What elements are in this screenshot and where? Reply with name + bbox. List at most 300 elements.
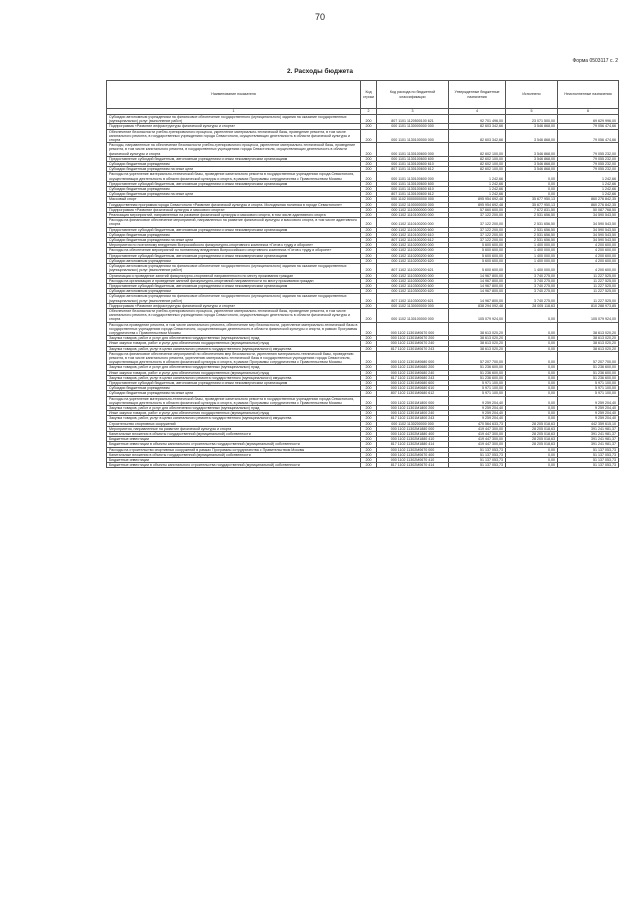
row-approved: 838 294 092,48 <box>449 303 506 308</box>
row-remain: 860 276 842,35 <box>558 202 619 207</box>
row-code: 200 <box>361 129 377 143</box>
column-number: 4 <box>449 109 506 115</box>
row-approved: 51 137 053,73 <box>449 447 506 452</box>
row-code: 200 <box>361 213 377 218</box>
row-executed: 0,00 <box>506 346 558 351</box>
row-kbk: 000 1102 11301М0670 200 <box>377 336 449 341</box>
row-remain: 38 613 020,20 <box>558 346 619 351</box>
row-name: Предоставление субсидий бюджетным, автономным учреждениям и иным некоммерческим организациям <box>107 227 361 232</box>
row-name: Расходы на укрепление материально-технической базы, проведение капитального ремонта в государственных учреждениях города Севастополя, осуществляющих деятельность в области физической культуры и спорта, в рамках Программы сотрудничества с Правительством Москвы <box>107 396 361 405</box>
row-kbk: 000 1102 11301М1800 200 <box>377 405 449 410</box>
table-row <box>107 322 619 336</box>
row-name: Субсидии автономным учреждениям <box>107 289 361 294</box>
row-remain: 51 236 600,00 <box>558 365 619 370</box>
row-kbk: 000 1102 1110200200 620 <box>377 258 449 263</box>
row-remain: 4 200 600,00 <box>558 264 619 273</box>
row-kbk: 000 1102 11302М0670 000 <box>377 447 449 452</box>
row-executed: 2 531 656,50 <box>506 227 558 232</box>
row-name: Мероприятия, направленные на развитие физической культуры и спорта <box>107 426 361 431</box>
row-kbk: 000 1101 1130100600 610 <box>377 162 449 167</box>
row-name: Предоставление субсидий бюджетным, автономным учреждениям и иным некоммерческим организациям <box>107 181 361 186</box>
row-approved: 51 137 053,73 <box>449 452 506 457</box>
row-executed: 0,00 <box>506 351 558 365</box>
row-remain: 51 236 600,00 <box>558 370 619 375</box>
row-approved: 5 600 600,00 <box>449 253 506 258</box>
row-remain: 1 242,66 <box>558 192 619 197</box>
row-name: Реализация мероприятий, направленных на развитие физической культуры и массового спорта, в том числе адаптивного спорта <box>107 213 361 218</box>
row-approved: 37 122 200,00 <box>449 232 506 237</box>
row-executed: 0,00 <box>506 463 558 468</box>
row-remain: 810 288 973,85 <box>558 303 619 308</box>
row-approved: 38 613 020,20 <box>449 346 506 351</box>
row-remain: 1 242,66 <box>558 181 619 186</box>
row-kbk: 000 1102 0000000000 000 <box>377 197 449 202</box>
row-kbk: 000 1102 11301М0670 000 <box>377 322 449 336</box>
row-executed: 0,00 <box>506 396 558 405</box>
table-row <box>107 294 619 303</box>
row-kbk: 000 1102 11301М0680 240 <box>377 370 449 375</box>
row-name: Предоставление субсидий бюджетным, автономным учреждениям и иным некоммерческим организациям <box>107 380 361 385</box>
page-number: 70 <box>314 12 325 22</box>
row-code: 200 <box>361 264 377 273</box>
table-row <box>107 463 619 468</box>
row-code: 200 <box>361 232 377 237</box>
table-row <box>107 351 619 365</box>
row-kbk: 000 1102 1130100000 000 <box>377 308 449 322</box>
row-code: 200 <box>361 442 377 447</box>
row-name: Расходы на обеспечение мероприятий по поэтапному внедрению Всероссийского спортивного комплекса «Готов к труду и обороне» <box>107 248 361 253</box>
row-kbk: 000 1101 1130100600 610 <box>377 187 449 192</box>
row-kbk: 000 1102 11302М1880 410 <box>377 437 449 442</box>
row-name: Субсидии автономным учреждениям на финансовое обеспечение государственного (муниципального) задания на оказание государственных (муниципальных) услуг (выполнение работ) <box>107 115 361 124</box>
row-approved: 5 971 100,00 <box>449 380 506 385</box>
row-executed: 7 672 831,50 <box>506 207 558 212</box>
row-name: Капитальные вложения в объекты государственной (муниципальной) собственности <box>107 432 361 437</box>
row-name: Бюджетные инвестиции <box>107 458 361 463</box>
row-kbk: 000 1102 1110100200 000 <box>377 218 449 227</box>
row-code: 200 <box>361 273 377 278</box>
row-code: 200 <box>361 308 377 322</box>
row-approved: 5 600 600,00 <box>449 258 506 263</box>
row-name: Закупка товаров, работ, услуг в целях капитального ремонта государственного (муниципального) имущества <box>107 375 361 380</box>
column-number: 1 <box>107 109 361 115</box>
row-name: Организация и проведение занятий физкультурно-спортивной направленности по месту проживания граждан <box>107 273 361 278</box>
row-name: Предоставление субсидий бюджетным, автономным учреждениям и иным некоммерческим организациям <box>107 253 361 258</box>
row-name: Строительство спортивных сооружений <box>107 421 361 426</box>
row-kbk: 000 1102 11301М0680 610 <box>377 386 449 391</box>
row-approved: 419 447 300,00 <box>449 437 506 442</box>
row-name: Субсидии бюджетным учреждениям на иные цели <box>107 167 361 172</box>
row-kbk: 000 1102 11301М0680 000 <box>377 351 449 365</box>
row-code: 200 <box>361 181 377 186</box>
row-name: Предоставление субсидий бюджетным, автономным учреждениям и иным некоммерческим организациям <box>107 156 361 161</box>
row-kbk: 000 1102 11301М1800 240 <box>377 411 449 416</box>
row-code: 200 <box>361 253 377 258</box>
row-kbk: 000 1102 11302М1880 400 <box>377 432 449 437</box>
row-approved: 92 701 496,00 <box>449 115 506 124</box>
row-executed: 3 740 275,00 <box>506 278 558 283</box>
row-kbk: 807 1102 1110200200 621 <box>377 264 449 273</box>
row-code: 200 <box>361 238 377 243</box>
row-executed: 3 740 275,00 <box>506 283 558 288</box>
header-code: Код строки <box>361 81 377 109</box>
row-code: 200 <box>361 452 377 457</box>
row-executed: 2 531 656,50 <box>506 238 558 243</box>
row-remain: 1 242,66 <box>558 187 619 192</box>
table-body <box>107 115 619 468</box>
row-remain: 1 242,66 <box>558 172 619 181</box>
row-remain: 391 241 981,37 <box>558 432 619 437</box>
table-row <box>107 218 619 227</box>
row-name: Расходы на организацию и проведение занятий физкультурно-спортивной направленности по месту проживания граждан <box>107 278 361 283</box>
row-approved: 51 236 600,00 <box>449 365 506 370</box>
row-approved: 9 259 204,40 <box>449 416 506 421</box>
row-executed: 0,00 <box>506 336 558 341</box>
row-remain: 391 241 981,37 <box>558 437 619 442</box>
row-remain: 442 359 615,10 <box>558 421 619 426</box>
row-kbk: 000 1102 11301М0680 200 <box>377 365 449 370</box>
row-name: Субсидии бюджетным учреждениям <box>107 162 361 167</box>
row-name: Субсидии бюджетным учреждениям на иные цели <box>107 238 361 243</box>
row-kbk: 000 1102 1110000000 000 <box>377 207 449 212</box>
row-approved: 1 242,66 <box>449 181 506 186</box>
row-approved: 1 242,66 <box>449 192 506 197</box>
row-remain: 105 079 924,00 <box>558 308 619 322</box>
row-executed: 1 400 000,00 <box>506 248 558 253</box>
row-kbk: 000 1102 11302М0670 410 <box>377 458 449 463</box>
row-approved: 51 137 053,73 <box>449 463 506 468</box>
row-kbk: 817 1102 11301М1800 243 <box>377 416 449 421</box>
row-code: 200 <box>361 396 377 405</box>
row-kbk: 817 1102 11302М0670 414 <box>377 463 449 468</box>
row-name: Подпрограмма «Развитие инфраструктуры физической культуры и спорта» <box>107 124 361 129</box>
row-name: Субсидии бюджетным учреждениям <box>107 232 361 237</box>
row-name: Государственная программа города Севастополя «Развитие физической культуры и спорта. Молодежная политика в городе Севастополе» <box>107 202 361 207</box>
table-row <box>107 143 619 157</box>
row-executed: 1 400 000,00 <box>506 264 558 273</box>
header-row <box>107 81 619 109</box>
row-approved: 38 613 020,20 <box>449 336 506 341</box>
row-executed: 3 740 275,00 <box>506 294 558 303</box>
header-approved: Утвержденные бюджетные назначения <box>449 81 506 109</box>
row-code: 200 <box>361 197 377 202</box>
row-kbk: 807 1102 11301М0680 612 <box>377 391 449 396</box>
row-executed: 0,00 <box>506 452 558 457</box>
row-approved: 5 971 100,00 <box>449 386 506 391</box>
row-approved: 82 603 342,66 <box>449 124 506 129</box>
row-name: Расходы на финансовое обеспечение мероприятий, направленных на развитие физической культуры и массового спорта, в том числе адаптивного спорта <box>107 218 361 227</box>
row-remain: 38 613 020,20 <box>558 336 619 341</box>
row-approved: 5 600 600,00 <box>449 243 506 248</box>
row-executed: 3 546 868,00 <box>506 143 558 157</box>
row-executed: 28 205 018,63 <box>506 426 558 431</box>
row-approved: 82 603 342,66 <box>449 129 506 143</box>
row-name: Мероприятия по поэтапному внедрению Всероссийского физкультурно-спортивного комплекса «Готов к труду и обороне» <box>107 243 361 248</box>
row-executed: 1 400 000,00 <box>506 253 558 258</box>
row-executed: 1 400 000,00 <box>506 258 558 263</box>
row-executed: 0,00 <box>506 386 558 391</box>
row-approved: 5 600 600,00 <box>449 264 506 273</box>
row-kbk: 000 1101 1130000000 000 <box>377 124 449 129</box>
row-code: 200 <box>361 405 377 410</box>
row-kbk: 000 1102 11302М0670 400 <box>377 452 449 457</box>
row-kbk: 817 1102 11301М0680 243 <box>377 375 449 380</box>
row-remain: 9 259 204,40 <box>558 405 619 410</box>
row-remain: 391 241 981,37 <box>558 426 619 431</box>
row-remain: 9 259 204,40 <box>558 411 619 416</box>
row-remain: 34 590 543,50 <box>558 238 619 243</box>
header-remain: Неисполненные назначения <box>558 81 619 109</box>
row-name: Субсидии бюджетным учреждениям <box>107 187 361 192</box>
header-name: Наименование показателя <box>107 81 361 109</box>
row-remain: 51 236 600,00 <box>558 375 619 380</box>
row-code: 200 <box>361 289 377 294</box>
header-kbk: Код расхода по бюджетной классификации <box>377 81 449 109</box>
row-executed: 2 531 656,50 <box>506 218 558 227</box>
row-kbk: 000 1102 1130000000 000 <box>377 303 449 308</box>
row-remain: 51 137 053,73 <box>558 452 619 457</box>
row-code: 200 <box>361 426 377 431</box>
row-approved: 9 259 204,40 <box>449 405 506 410</box>
row-code: 200 <box>361 346 377 351</box>
row-name: Субсидии бюджетным учреждениям на иные цели <box>107 192 361 197</box>
row-remain: 391 241 981,37 <box>558 442 619 447</box>
row-remain: 57 207 700,00 <box>558 351 619 365</box>
row-name: Субсидии бюджетным учреждениям на иные цели <box>107 391 361 396</box>
row-name: Иные закупки товаров, работ и услуг для обеспечения государственных (муниципальных) нужд <box>107 341 361 346</box>
row-remain: 4 200 600,00 <box>558 243 619 248</box>
row-name: Капитальные вложения в объекты государственной (муниципальной) собственности <box>107 452 361 457</box>
row-remain: 79 055 232,00 <box>558 162 619 167</box>
row-executed: 35 677 950,13 <box>506 197 558 202</box>
row-approved: 419 447 300,00 <box>449 432 506 437</box>
row-remain: 38 613 020,20 <box>558 341 619 346</box>
section-title: 2. Расходы бюджета <box>287 68 353 75</box>
row-approved: 37 122 200,00 <box>449 227 506 232</box>
table-row <box>107 396 619 405</box>
row-kbk: 000 1102 1110300200 000 <box>377 278 449 283</box>
row-name: Подпрограмма «Развитие инфраструктуры физической культуры и спорта» <box>107 303 361 308</box>
row-name: Расходы на укрепление материально-технической базы, проведение капитального ремонта в государственных учреждениях города Севастополя, осуществляющих деятельность в области физической культуры и спорта, в рамках Программы сотрудничества с Правительством Москвы <box>107 172 361 181</box>
row-code: 200 <box>361 115 377 124</box>
row-remain: 51 137 053,73 <box>558 463 619 468</box>
row-approved: 9 259 204,40 <box>449 396 506 405</box>
table-row <box>107 172 619 181</box>
row-code: 200 <box>361 207 377 212</box>
row-code: 200 <box>361 341 377 346</box>
row-approved: 82 602 100,00 <box>449 156 506 161</box>
row-remain: 9 259 204,40 <box>558 416 619 421</box>
row-code: 200 <box>361 375 377 380</box>
row-approved: 419 447 300,00 <box>449 442 506 447</box>
table-row <box>107 115 619 124</box>
row-executed: 0,00 <box>506 187 558 192</box>
row-code: 200 <box>361 192 377 197</box>
row-code: 200 <box>361 458 377 463</box>
row-remain: 51 137 053,73 <box>558 458 619 463</box>
row-name: Субсидии автономным учреждениям <box>107 258 361 263</box>
column-number: 6 <box>558 109 619 115</box>
row-executed: 0,00 <box>506 370 558 375</box>
row-kbk: 000 1102 11301М0670 240 <box>377 341 449 346</box>
row-approved: 37 122 200,00 <box>449 238 506 243</box>
row-code: 200 <box>361 294 377 303</box>
row-kbk: 807 1102 1110100200 612 <box>377 238 449 243</box>
row-code: 200 <box>361 463 377 468</box>
row-approved: 57 660 600,00 <box>449 207 506 212</box>
row-remain: 4 200 600,00 <box>558 258 619 263</box>
row-kbk: 000 1101 1130100600 600 <box>377 156 449 161</box>
row-kbk: 000 1102 1110300200 600 <box>377 283 449 288</box>
row-executed: 23 071 500,00 <box>506 115 558 124</box>
row-code: 200 <box>361 202 377 207</box>
row-approved: 38 613 020,20 <box>449 341 506 346</box>
row-approved: 5 600 600,00 <box>449 248 506 253</box>
row-executed: 0,00 <box>506 380 558 385</box>
row-executed: 0,00 <box>506 341 558 346</box>
row-executed: 0,00 <box>506 405 558 410</box>
row-kbk: 000 1102 1110100200 610 <box>377 232 449 237</box>
row-executed: 0,00 <box>506 192 558 197</box>
row-executed: 3 546 868,00 <box>506 167 558 172</box>
row-remain: 5 971 100,00 <box>558 386 619 391</box>
row-code: 200 <box>361 218 377 227</box>
row-executed: 0,00 <box>506 181 558 186</box>
expenditure-table <box>106 80 619 468</box>
row-approved: 51 236 600,00 <box>449 375 506 380</box>
row-executed: 2 531 656,50 <box>506 232 558 237</box>
row-remain: 4 200 600,00 <box>558 253 619 258</box>
row-remain: 5 971 100,00 <box>558 380 619 385</box>
row-code: 200 <box>361 283 377 288</box>
row-code: 200 <box>361 156 377 161</box>
row-remain: 51 137 053,73 <box>558 447 619 452</box>
row-code: 200 <box>361 187 377 192</box>
row-kbk: 000 1101 1130100000 000 <box>377 129 449 143</box>
row-name: Закупка товаров, работ и услуг для обеспечения государственных (муниципальных) нужд <box>107 405 361 410</box>
row-name: Обеспечение безопасности учебно-тренировочного процесса, укрепление материально-технической базы, проведение ремонта, в том числе капитального ремонта, в государственных учреждениях города Севастополя, осуществляющих деятельность в области физической культуры и спорта <box>107 308 361 322</box>
row-name: Закупка товаров, работ, услуг в целях капитального ремонта государственного (муниципального) имущества <box>107 346 361 351</box>
row-approved: 419 447 300,00 <box>449 426 506 431</box>
row-name: Иные закупки товаров, работ и услуг для обеспечения государственных (муниципальных) нужд <box>107 370 361 375</box>
row-name: Массовый спорт <box>107 197 361 202</box>
row-kbk: 000 1102 1100000000 000 <box>377 202 449 207</box>
row-kbk: 807 1102 1110300200 621 <box>377 294 449 303</box>
row-code: 200 <box>361 411 377 416</box>
row-remain: 4 200 600,00 <box>558 248 619 253</box>
row-name: Субсидии бюджетным учреждениям <box>107 386 361 391</box>
row-code: 200 <box>361 162 377 167</box>
row-approved: 82 602 100,00 <box>449 162 506 167</box>
row-kbk: 000 1102 1110100200 600 <box>377 227 449 232</box>
row-code: 200 <box>361 248 377 253</box>
row-kbk: 000 1102 11301М0680 600 <box>377 380 449 385</box>
row-code: 200 <box>361 258 377 263</box>
row-code: 200 <box>361 370 377 375</box>
row-approved: 82 602 100,00 <box>449 143 506 157</box>
row-name: Закупка товаров, работ и услуг для обеспечения государственных (муниципальных) нужд <box>107 365 361 370</box>
row-executed: 0,00 <box>506 416 558 421</box>
row-code: 200 <box>361 336 377 341</box>
form-code: Форма 0503117 с. 2 <box>572 58 618 64</box>
row-remain: 34 590 543,50 <box>558 213 619 218</box>
row-approved: 895 954 692,48 <box>449 197 506 202</box>
row-kbk: 000 1101 1130100600 600 <box>377 181 449 186</box>
row-kbk: 000 1102 11302М1880 000 <box>377 426 449 431</box>
row-remain: 79 056 474,66 <box>558 124 619 129</box>
row-executed: 0,00 <box>506 308 558 322</box>
row-name: Бюджетные инвестиции в объекты капитального строительства государственной (муниципальной) собственности <box>107 463 361 468</box>
row-name: Бюджетные инвестиции в объекты капитального строительства государственной (муниципальной) собственности <box>107 442 361 447</box>
row-executed: 28 205 018,63 <box>506 432 558 437</box>
row-name: Субсидии автономным учреждениям на финансовое обеспечение государственного (муниципального) задания на оказание государственных (муниципальных) услуг (выполнение работ) <box>107 294 361 303</box>
row-code: 200 <box>361 386 377 391</box>
row-code: 200 <box>361 416 377 421</box>
row-code: 200 <box>361 303 377 308</box>
row-approved: 1 242,66 <box>449 172 506 181</box>
row-name: Субсидии автономным учреждениям на финансовое обеспечение государственного (муниципального) задания на оказание государственных (муниципальных) услуг (выполнение работ) <box>107 264 361 273</box>
row-kbk: 000 1102 1130200000 000 <box>377 421 449 426</box>
row-executed: 0,00 <box>506 365 558 370</box>
row-executed: 3 740 275,00 <box>506 289 558 294</box>
row-kbk: 000 1102 1110200200 000 <box>377 248 449 253</box>
row-kbk: 000 1102 1110200000 000 <box>377 243 449 248</box>
row-executed: 3 546 868,00 <box>506 129 558 143</box>
row-name: Предоставление субсидий бюджетным, автономным учреждениям и иным некоммерческим организациям <box>107 283 361 288</box>
row-executed: 0,00 <box>506 375 558 380</box>
row-name: Бюджетные инвестиции <box>107 437 361 442</box>
row-name: Расходы, направленные на обеспечение безопасности учебно-тренировочного процесса, укрепление материально-технической базы, проведение ремонта, в том числе капитального ремонта, в государственных учреждениях города Севастополя, осуществляющих деятельность в области физической культуры и спорта <box>107 143 361 157</box>
row-kbk: 000 1102 1110200200 600 <box>377 253 449 258</box>
row-executed: 3 546 868,00 <box>506 156 558 161</box>
row-executed: 0,00 <box>506 458 558 463</box>
table-header <box>107 81 619 115</box>
row-approved: 51 236 600,00 <box>449 370 506 375</box>
row-approved: 105 079 924,00 <box>449 308 506 322</box>
row-remain: 11 227 525,00 <box>558 283 619 288</box>
row-code: 200 <box>361 365 377 370</box>
column-number: 2 <box>361 109 377 115</box>
row-executed: 1 400 000,00 <box>506 243 558 248</box>
row-approved: 14 967 800,00 <box>449 289 506 294</box>
row-code: 200 <box>361 124 377 129</box>
row-name: Иные закупки товаров, работ и услуг для обеспечения государственных (муниципальных) нужд <box>107 411 361 416</box>
row-code: 200 <box>361 278 377 283</box>
row-remain: 79 056 474,66 <box>558 129 619 143</box>
row-remain: 79 055 232,00 <box>558 143 619 157</box>
row-code: 200 <box>361 421 377 426</box>
row-remain: 69 629 996,00 <box>558 115 619 124</box>
row-approved: 38 613 020,20 <box>449 322 506 336</box>
row-executed: 28 205 018,63 <box>506 442 558 447</box>
row-approved: 470 564 633,73 <box>449 421 506 426</box>
row-remain: 9 259 204,40 <box>558 396 619 405</box>
row-executed: 28 205 018,63 <box>506 421 558 426</box>
row-kbk: 817 1102 11302М1880 414 <box>377 442 449 447</box>
row-name: Расходы на строительство спортивных сооружений в рамках Программы сотрудничества с Правительством Москвы <box>107 447 361 452</box>
row-remain: 38 613 020,20 <box>558 322 619 336</box>
row-approved: 14 967 800,00 <box>449 294 506 303</box>
row-kbk: 817 1102 11301М0670 243 <box>377 346 449 351</box>
row-remain: 34 590 543,50 <box>558 232 619 237</box>
row-executed: 28 005 118,63 <box>506 303 558 308</box>
row-approved: 14 967 800,00 <box>449 273 506 278</box>
row-code: 200 <box>361 391 377 396</box>
column-number: 3 <box>377 109 449 115</box>
row-remain: 11 227 525,00 <box>558 294 619 303</box>
row-kbk: 000 1101 1130100600 000 <box>377 143 449 157</box>
row-approved: 1 242,66 <box>449 187 506 192</box>
